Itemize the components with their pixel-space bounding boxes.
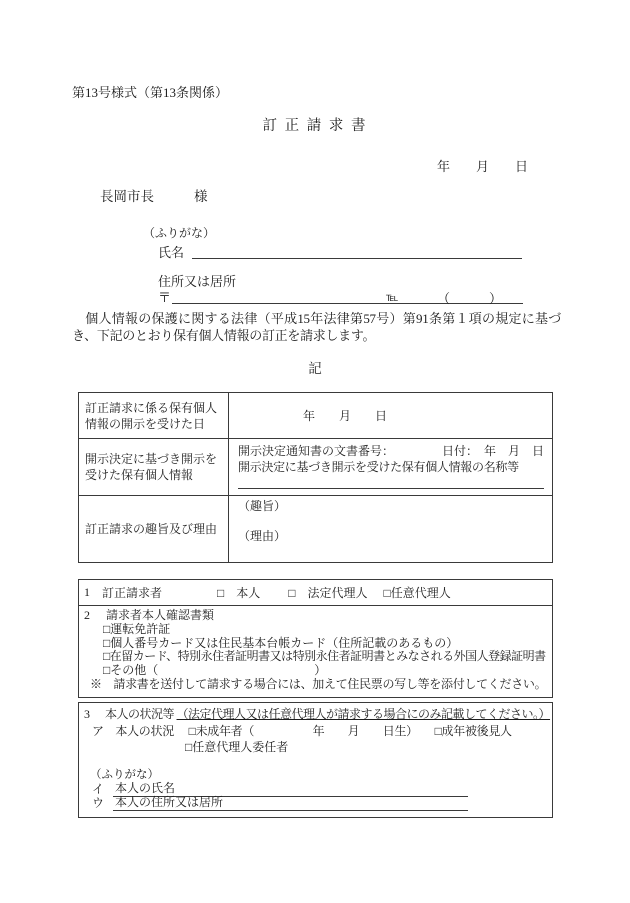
addressee-name: 長岡市長 bbox=[100, 189, 154, 204]
tel-icon: ℡ bbox=[386, 292, 399, 304]
item-i-prefix: イ bbox=[92, 782, 105, 796]
request-table bbox=[78, 392, 553, 563]
disclosed-info-label: 開示決定に基づき開示を受けた保有個人情報 bbox=[79, 439, 229, 495]
checkbox-option-legal-rep: □ 法定代理人 bbox=[288, 586, 368, 600]
address-label: 住所又は居所 bbox=[158, 274, 237, 289]
section3-header bbox=[84, 707, 549, 722]
checkbox-option-voluntary-rep: □任意代理人 bbox=[383, 586, 451, 600]
section2-number: 2 bbox=[84, 608, 90, 622]
disclosed-info-row bbox=[79, 439, 552, 496]
section-1-2-box bbox=[78, 579, 553, 698]
doc-number-line bbox=[238, 443, 544, 459]
furigana-label-2: （ふりがな） bbox=[90, 769, 159, 781]
document-title: 訂 正 請 求 書 bbox=[262, 118, 368, 134]
name-label: 氏名 bbox=[158, 245, 185, 260]
item-a-label: 本人の状況 bbox=[115, 724, 174, 738]
checkbox-option-agent-delegator: □任意代理人委任者 bbox=[185, 740, 289, 754]
item-u-prefix: ウ bbox=[92, 796, 105, 810]
checkbox-option-self: □ 本人 bbox=[217, 586, 261, 600]
checkbox-option-adult-ward: □成年被後見人 bbox=[434, 724, 512, 738]
section2-header bbox=[84, 609, 549, 623]
addressee-line bbox=[100, 185, 208, 205]
disclosure-date-row bbox=[79, 393, 552, 439]
furigana-label: （ふりがな） bbox=[143, 226, 216, 240]
item-u-label: 本人の住所又は居所 bbox=[113, 795, 468, 811]
purport-reason-label: 訂正請求の趣旨及び理由 bbox=[79, 496, 229, 562]
info-name-field-line bbox=[238, 488, 544, 489]
doc-date-label: 日付： 年 月 日 bbox=[441, 444, 544, 458]
section3-title: 本人の状況等 bbox=[105, 707, 175, 721]
checkbox-item-other: □その他（ ） bbox=[103, 663, 327, 678]
section1-number: 1 bbox=[84, 585, 90, 599]
reason-label: （理由） bbox=[238, 529, 287, 543]
addressee-honorific: 様 bbox=[194, 189, 208, 204]
checkbox-item-residence-card: □在留カード、特別永住者証明書又は特別永住者証明書とみなされる外国人登録証明書 bbox=[103, 649, 546, 664]
purport-label: （趣旨） bbox=[238, 499, 287, 513]
tel-blank-parens: （ ） bbox=[437, 291, 503, 306]
ki-heading: 記 bbox=[308, 361, 322, 376]
checkbox-item-mynumber-card: □個人番号カード又は住民基本台帳カード（住所記載のあるもの） bbox=[103, 635, 459, 650]
doc-number-label: 開示決定通知書の文書番号： bbox=[238, 444, 395, 458]
checkbox-item-drivers-license: □運転免許証 bbox=[103, 621, 171, 636]
section3-number: 3 bbox=[84, 707, 90, 721]
section3-title-note: （法定代理人又は任意代理人が請求する場合にのみ記載してください。） bbox=[176, 707, 551, 721]
section-3-box bbox=[78, 702, 553, 818]
disclosure-date-label: 訂正請求に係る保有個人情報の開示を受けた日 bbox=[79, 393, 229, 438]
postal-mark-icon: 〒 bbox=[158, 290, 172, 305]
id-document-list bbox=[84, 623, 549, 678]
section1-title: 訂正請求者 bbox=[102, 586, 163, 600]
form-number: 第13号様式（第13条関係） bbox=[72, 85, 229, 100]
purport-reason-row bbox=[79, 496, 552, 562]
item-u-row bbox=[84, 797, 549, 811]
purport-reason-value bbox=[229, 496, 552, 562]
name-field-line bbox=[192, 258, 522, 259]
item-a-row bbox=[84, 724, 549, 739]
item-a-prefix: ア bbox=[92, 724, 104, 738]
disclosed-info-value bbox=[229, 439, 552, 495]
section2-id-documents bbox=[79, 606, 552, 692]
disclosure-date-value: 年 月 日 bbox=[303, 409, 388, 423]
section1-requester-row bbox=[79, 580, 552, 606]
section2-title: 請求者本人確認書類 bbox=[106, 608, 215, 622]
body-paragraph: 個人情報の保護に関する法律（平成15年法律第57号）第91条第１項の規定に基づき、下記のとおり保有個人情報の訂正を請求します。 bbox=[72, 311, 561, 343]
checkbox-option-minor: □未成年者（ 年 月 日生） bbox=[188, 724, 418, 738]
mailing-note: ※ 請求書を送付して請求する場合には、加えて住民票の写し等を添付してください。 bbox=[90, 676, 547, 691]
info-name-label: 開示決定に基づき開示を受けた保有個人情報の名称等 bbox=[238, 460, 519, 474]
item-i-label: 本人の氏名 bbox=[113, 781, 468, 797]
date-line: 年 月 日 bbox=[437, 159, 529, 174]
